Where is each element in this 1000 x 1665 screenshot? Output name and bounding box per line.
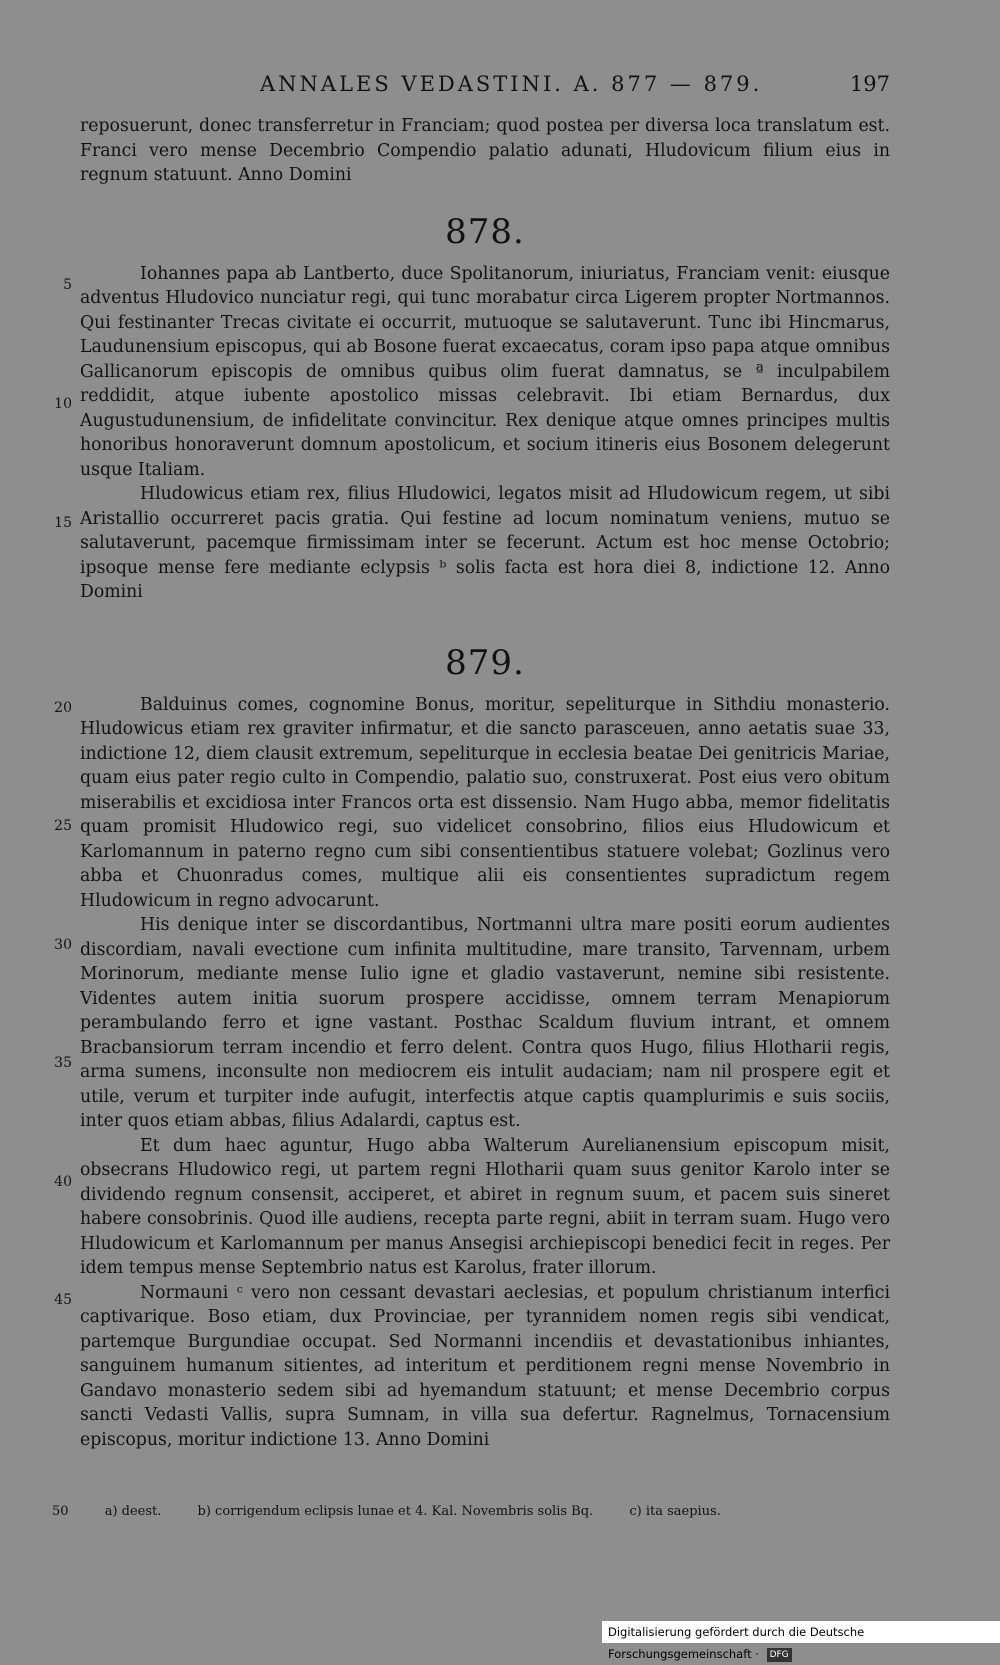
line-number: 35 xyxy=(54,1055,72,1071)
paragraph: Hludowicus etiam rex, filius Hludowici, legatos misit ad Hludowicum regem, ut sibi Aristallio occurreret pacis gratia. Qui festine ad locum nominatum veniens, mutuo se salutaverunt, pacemque firmissimam inter se fecerunt. Actum est hoc mense Octobrio; ipsoque mense fere mediante eclypsis ᵇ solis facta est hora diei 8, indictione 12. Anno Domini xyxy=(80,484,890,602)
year-heading-879: 879. xyxy=(445,642,525,683)
footnote-c: c) ita saepius. xyxy=(629,1504,721,1519)
line-number: 20 xyxy=(54,700,72,716)
text-body xyxy=(80,114,890,1452)
page-number: 197 xyxy=(849,72,890,96)
paragraph: Normauni ᶜ vero non cessant devastari aeclesias, et populum christianum interfici captivarique. Boso etiam, dux Provinciae, per tyrannidem nomen regis sibi vendicat, partemque Burgundiae occupat. Sed Normanni incendiis et devastationibus inhiantes, sanguinem humanum sitientes, ad interitum et perditionem regni mense Novembrio in Gandavo monasterio sedem sibi ad hyemandum statuunt; et mense Decembrio corpus sancti Vedasti Vallis, supra Sumnam, in villa sua defertur. Ragnelmus, Tornacensium episcopus, moritur indictione 13. Anno Domini xyxy=(80,1282,890,1450)
line-number: 45 xyxy=(54,1292,72,1308)
funding-text: Digitalisierung gefördert durch die Deutsche Forschungsgemeinschaft · xyxy=(608,1625,865,1661)
dfg-logo-icon: DFG xyxy=(767,1648,792,1662)
running-header xyxy=(80,72,890,102)
footnote-line-number: 50 xyxy=(52,1504,69,1519)
line-number: 30 xyxy=(54,937,72,953)
footnote-b: b) corrigendum eclipsis lunae et 4. Kal. Novembris solis Bq. xyxy=(197,1504,594,1519)
line-number: 25 xyxy=(54,818,72,834)
year-heading-878: 878. xyxy=(445,211,525,252)
paragraph: His denique inter se discordantibus, Nortmanni ultra mare positi eorum audientes discordiam, navali evectione cum infinita multitudine, mare transito, Tarvennam, urbem Morinorum, mediante mense Iulio igne et gladio vastaverunt, nemine sibi resistente. Videntes autem initia suorum prospere accidisse, omnem terram Menapiorum perambulando ferro et igne vastant. Posthac Scaldum fluvium intrant, et omnem Bracbansiorum terram incendio et ferro delent. Contra quos Hugo, filius Hlotharii regis, arma sumens, inconsulte non mediocrem eis intulit audaciam; nam nil prospere egit et utile, verum et turpiter inde aufugit, interfectis atque captis quamplurimis e suis sociis, inter quos etiam abbas, filius Adalardi, captus est. xyxy=(80,915,890,1131)
footnote-a: a) deest. xyxy=(104,1504,162,1519)
line-number: 10 xyxy=(54,396,72,412)
line-number: 15 xyxy=(54,515,72,531)
line-number: 5 xyxy=(63,277,72,293)
running-title: ANNALES VEDASTINI. A. 877 — 879. xyxy=(260,72,763,96)
funding-footer xyxy=(602,1621,1000,1661)
paragraph: Balduinus comes, cognomine Bonus, moritur, sepeliturque in Sithdiu monasterio. Hludowicus etiam rex graviter infirmatur, et die sancto parasceuen, anno aetatis suae 33, indictione 12, diem clausit extremum, sepeliturque in ecclesia beatae Dei genitricis Mariae, quam eius pater regio culto in Compendio, palatio suo, construxerat. Post eius vero obitum miserabilis et excidiosa inter Francos orta est dissensio. Nam Hugo abba, memor fidelitatis quam promisit Hludowico regi, suo videlicet consobrino, filios eius Hludowicum et Karlomannum in paterno regno cum sibi consentientibus statuere volebat; Gozlinus vero abba et Chuonradus comes, multique alii eis consentientes supradictum regem Hludowicum in regno advocarunt. xyxy=(80,694,890,911)
footnotes xyxy=(52,1504,912,1519)
paragraph: Iohannes papa ab Lantberto, duce Spolitanorum, iniuriatus, Franciam venit: eiusque adventus Hludovico nunciatur regi, qui tunc morabatur circa Ligerem propter Nortmannos. Qui festinanter Trecas civitate ei occurrit, mutuoque se salutaverunt. Tunc ibi Hincmarus, Laudunensium episcopus, qui ab Bosone fuerat excaecatus, coram ipso papa atque omnibus Gallicanorum episcopis de omnibus quibus olim fuerat damnatus, se ª inculpabilem reddidit, atque iubente apostolico missas celebravit. Ibi etiam Bernardus, dux Augustudunensium, de infidelitate convincitur. Rex denique atque omnes principes multis honoribus honoraverunt domnum apostolicum, et socium itineris eius Bosonem delegerunt usque Italiam. xyxy=(80,263,890,480)
paragraph: Et dum haec aguntur, Hugo abba Walterum Aurelianensium episcopum misit, obsecrans Hludowico regi, ut partem regni Hlotharii quam suus genitor Karolo inter se dividendo regnum consensit, acciperet, et abiret in regnum suum, et pacem suis sineret habere consobrinis. Quod ille audiens, recepta parte regni, abiit in terram suam. Hugo vero Hludowicum et Karlomannum per manus Ansegisi archiepiscopi benedici fecit in reges. Per idem tempus mense Septembrio natus est Karolus, frater illorum. xyxy=(80,1135,890,1278)
paragraph: reposuerunt, donec transferretur in Franciam; quod postea per diversa loca translatum est. Franci vero mense Decembrio Compendio palatio adunati, Hludovicum filium eius in regnum statuunt. Anno Domini xyxy=(80,116,890,185)
line-number: 40 xyxy=(54,1174,72,1190)
